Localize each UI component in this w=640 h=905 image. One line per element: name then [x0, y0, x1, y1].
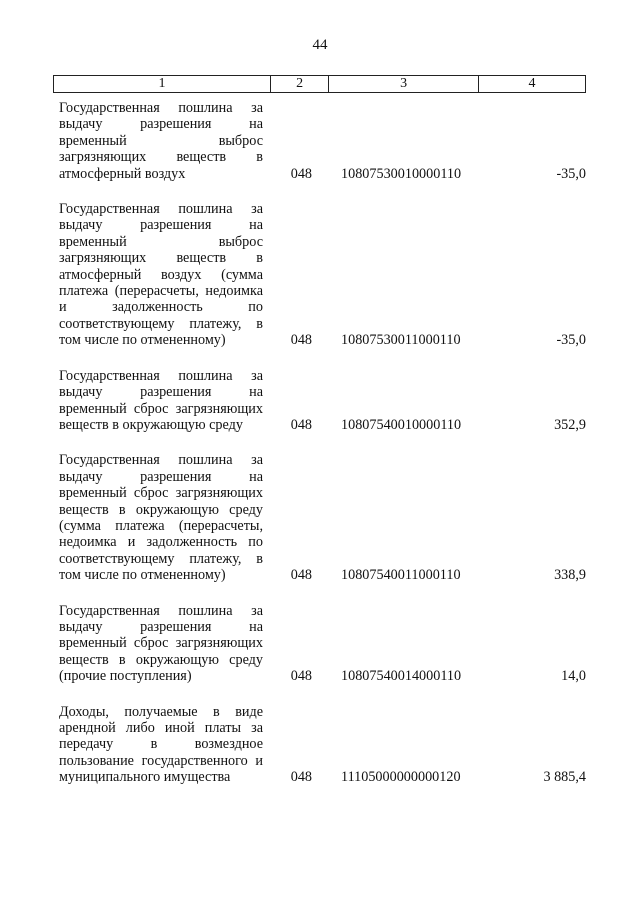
row-budget-code: 11105000000000120 — [341, 769, 461, 786]
table-row — [53, 452, 586, 583]
row-description: Государственная пошлина за выдачу разрешения на временный сброс загрязняющих веществ в окружающую среду (прочие поступления) — [59, 602, 263, 685]
row-admin-code: 048 — [290, 769, 312, 786]
row-admin-code: 048 — [290, 416, 312, 433]
header-col-3: 3 — [329, 76, 479, 93]
table-row — [53, 201, 586, 349]
table-header-row — [54, 76, 586, 93]
row-admin-code: 048 — [290, 668, 312, 685]
row-budget-code: 10807540011000110 — [341, 567, 461, 584]
page-number: 44 — [312, 37, 328, 53]
table-row — [53, 603, 586, 685]
row-description: Государственная пошлина за выдачу разрешения на временный выброс загрязняющих веществ в атмосферный воздух — [59, 100, 263, 182]
row-budget-code: 10807530010000110 — [341, 165, 462, 182]
row-description: Государственная пошлина за выдачу разрешения на временный сброс загрязняющих веществ в окружающую среду (сумма платежа (перерасчеты, недоимка и задолженность по соответствующему платежу, в том числе по отмененному) — [59, 452, 263, 584]
row-amount: -35,0 — [556, 165, 586, 182]
table-row — [53, 704, 586, 786]
table-row — [53, 368, 586, 434]
row-admin-code: 048 — [290, 567, 312, 584]
row-amount: 3 885,4 — [543, 769, 586, 786]
row-admin-code: 048 — [290, 332, 312, 349]
table-row — [53, 100, 586, 182]
row-amount: 14,0 — [561, 668, 586, 685]
row-description: Доходы, получаемые в виде арендной либо иной платы за передачу в возмездное пользование государственного и муниципального имущества — [59, 703, 263, 786]
row-amount: -35,0 — [556, 332, 586, 349]
row-amount: 338,9 — [554, 567, 586, 584]
row-budget-code: 10807530011000110 — [341, 332, 461, 349]
row-amount: 352,9 — [554, 416, 586, 433]
row-budget-code: 10807540014000110 — [341, 668, 462, 685]
row-admin-code: 048 — [290, 165, 312, 182]
table-body — [53, 100, 586, 805]
header-col-1: 1 — [54, 76, 271, 93]
row-description: Государственная пошлина за выдачу разрешения на временный сброс загрязняющих веществ в окружающую среду — [59, 367, 263, 433]
table-header — [53, 75, 586, 93]
header-col-4: 4 — [478, 76, 585, 93]
row-description: Государственная пошлина за выдачу разрешения на временный выброс загрязняющих веществ в атмосферный воздух (сумма платежа (перерасчеты, недоимка и задолженность по соответствующему платежу, в том числе по отмененному) — [59, 201, 263, 349]
header-col-2: 2 — [270, 76, 328, 93]
row-budget-code: 10807540010000110 — [341, 416, 462, 433]
